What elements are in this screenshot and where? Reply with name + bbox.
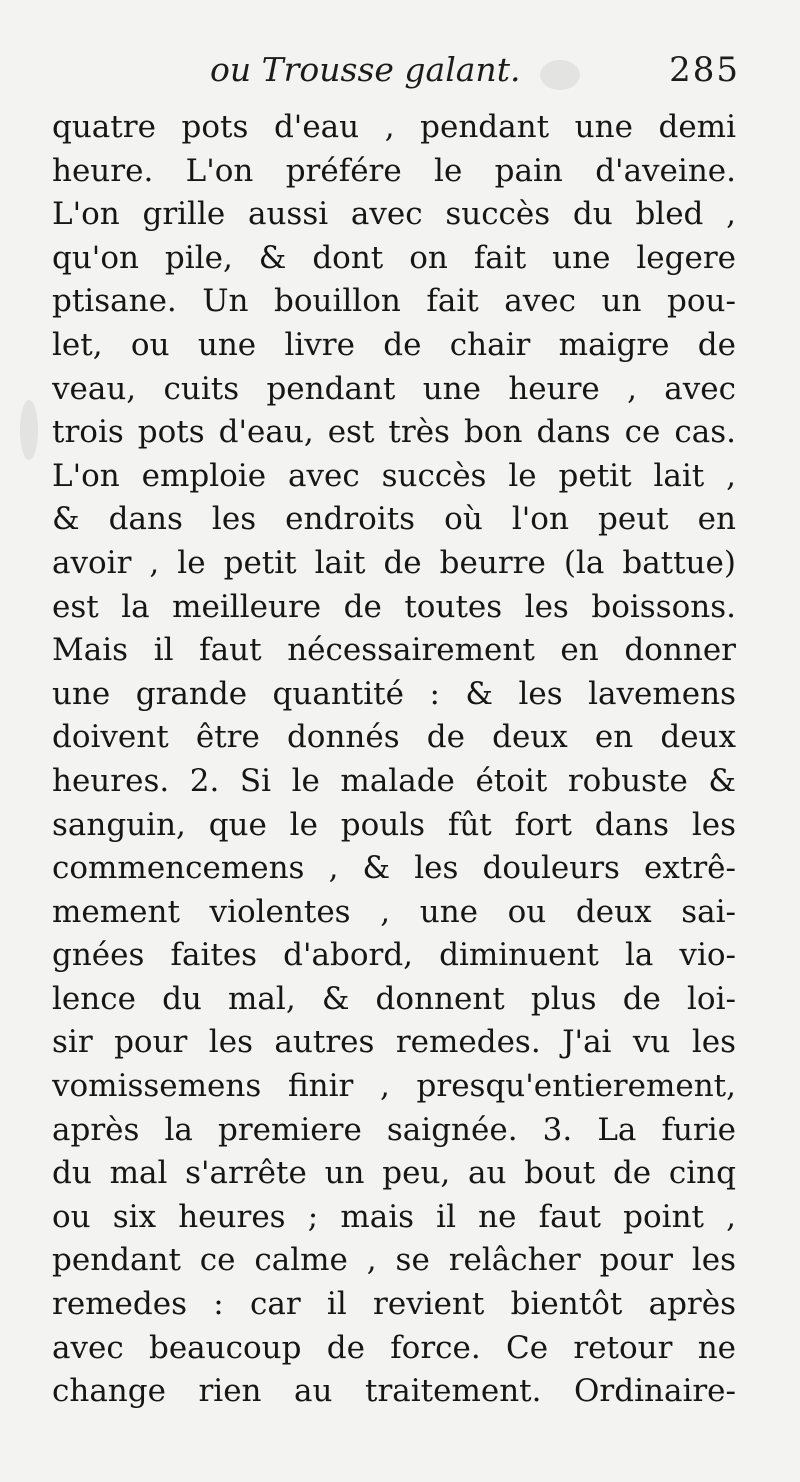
text-line: remedes : car il revient bientôt après [52, 1286, 736, 1323]
text-line: quatre pots d'eau , pendant une demi [52, 109, 736, 145]
text-line: du mal s'arrête un peu, au bout de cinq [52, 1155, 736, 1192]
text-line: & dans les endroits où l'on peut en [52, 501, 736, 538]
running-title: ou Trousse galant. [210, 50, 521, 89]
body-text [52, 106, 736, 1414]
text-line: lence du mal, & donnent plus de loi- [52, 980, 736, 1017]
text-line: qu'on pile, & dont on fait une legere [52, 239, 736, 276]
text-line: gnées faites d'abord, diminuent la vio- [52, 937, 736, 974]
text-line: vomissemens finir , presqu'entierement, [52, 1068, 736, 1105]
text-line: let, ou une livre de chair maigre de [52, 326, 736, 363]
text-line: veau, cuits pendant une heure , avec [52, 370, 736, 407]
text-line: pendant ce calme , se relâcher pour les [52, 1242, 736, 1279]
paper-blemish [20, 400, 38, 460]
text-line: change rien au traitement. Ordinaire- [52, 1373, 736, 1410]
text-line: heure. L'on préfére le pain d'aveine. [52, 152, 736, 189]
text-line: ptisane. Un bouillon fait avec un pou- [52, 283, 736, 320]
text-line: avoir , le petit lait de beurre (la battue) [52, 544, 736, 581]
text-line: sir pour les autres remedes. J'ai vu les [52, 1024, 736, 1061]
text-line: doivent être donnés de deux en deux [52, 719, 736, 756]
text-line: sanguin, que le pouls fût fort dans les [52, 806, 736, 843]
text-line: L'on grille aussi avec succès du bled , [52, 196, 736, 233]
page-number: 285 [669, 50, 740, 90]
text-line: une grande quantité : & les lavemens [52, 675, 736, 712]
text-line: commencemens , & les douleurs extrê- [52, 850, 736, 887]
page-header [50, 48, 740, 98]
text-line: après la premiere saignée. 3. La furie [52, 1111, 736, 1148]
text-line: L'on emploie avec succès le petit lait , [52, 457, 736, 494]
text-line: mement violentes , une ou deux sai- [52, 893, 736, 930]
text-line: avec beaucoup de force. Ce retour ne [52, 1329, 736, 1366]
text-line: trois pots d'eau, est très bon dans ce cas. [52, 414, 736, 451]
text-line: est la meilleure de toutes les boissons. [52, 588, 736, 625]
text-line: Mais il faut nécessairement en donner [52, 632, 736, 669]
text-line: ou six heures ; mais il ne faut point , [52, 1198, 736, 1235]
text-line: heures. 2. Si le malade étoit robuste & [52, 762, 736, 799]
